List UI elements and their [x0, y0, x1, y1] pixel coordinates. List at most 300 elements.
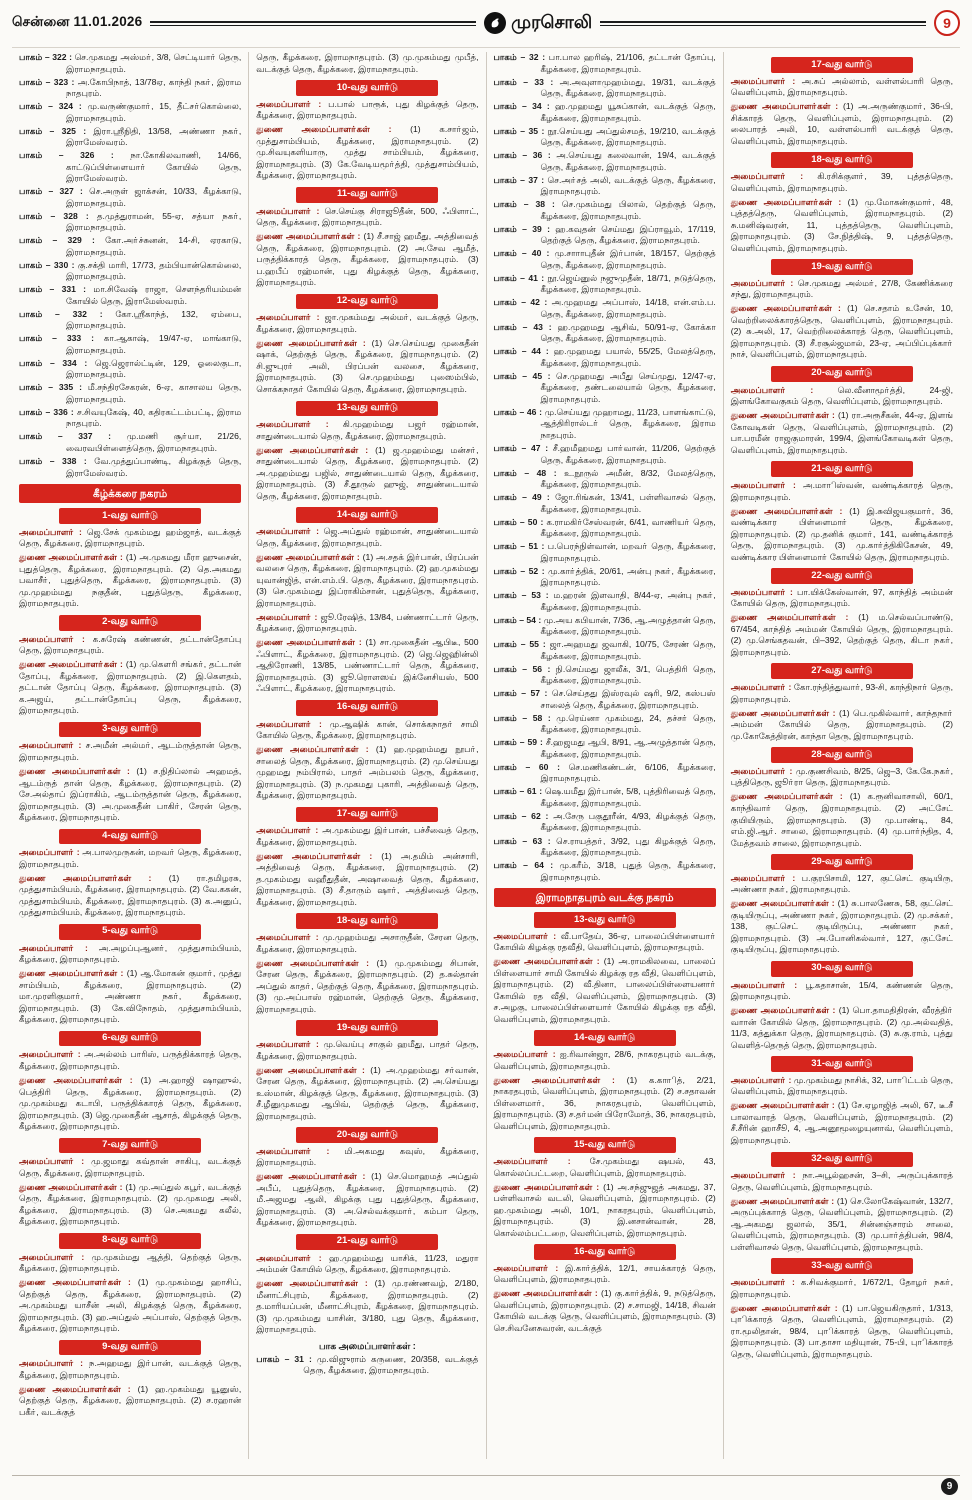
part-entry: பாகம் – 49 : ஜோ.ரிங்கன், 13/41, பள்ளிவாசல் தெரு, கீழக்கரை, இராமநாதபுரம்.	[493, 492, 716, 514]
organizer-para: அமைப்பாளா் : மு.குணசிவம், 8/25, ஜெ–3, கே.கே.நகா், புத்திதெரு, ஜூா்ரா தெரு, இராமநாதபுரம்.	[730, 765, 953, 788]
part-entry-label: பாகம் – 336 :	[19, 406, 77, 417]
ward-header: 27-வது வார்டு	[771, 663, 913, 679]
part-entry: பாகம் – 39 : ஹ.கவுதன் செய்மது இப்ராவூம், 17/119, தெற்குத் தெரு, கீழக்கரை, இராமநாதபுரம்.	[493, 223, 716, 246]
column-2	[249, 52, 486, 1459]
para-label: துணை அமைப்பாளா்கள் :	[256, 744, 376, 755]
para-label: அமைப்பாளா் :	[493, 1156, 590, 1167]
para-label: அமைப்பாளா் :	[493, 930, 561, 941]
ward-header: 15-வது வார்டு	[534, 1137, 676, 1153]
part-entry-label: பாகம் – 47 :	[493, 443, 553, 453]
deputy-organizers-para: துணை அமைப்பாளா்கள் : (1) ஜ.முஹம்மது மன்சா், சாதுண்டையால் தெரு, கீழக்கரை, இராமநாதபுரம். (2) அ.முஹம்மது பஜில், சாதுண்டையால் தெரு, கீழக்கரை, இராமநாதபுரம். (3) சீ.தூருல் ஹுஜ், சாதுண்டையால் தெரு, கீழக்கரை, இராமநாதபுரம்.	[256, 444, 479, 501]
organizer-para: அமைப்பாளா் : அ.அழப்புஆனா், முத்துசாம்பியம், கீழக்கரை, இராமநாதபுரம்.	[19, 942, 242, 965]
para-label: துணை அமைப்பாளா்கள் :	[19, 872, 169, 883]
para-label: அமைப்பாளா் :	[19, 942, 99, 953]
para-label: துணை அமைப்பாளா்கள் :	[256, 124, 411, 135]
part-entry-label: பாகம் – 327 :	[19, 186, 90, 197]
para-label: அமைப்பாளா் :	[256, 825, 323, 836]
part-entry-label: பாகம் – 332 :	[19, 308, 116, 319]
part-entry-label: பாகம் – 59 :	[493, 737, 546, 748]
para-label: துணை அமைப்பாளா்கள் :	[730, 791, 850, 802]
organizer-para: அமைப்பாளா் : மு.ஆஷிக் கான், சொக்கநாதா் சாமி கோயில் தெரு, கீழக்கரை, இராமநாதபுரம்.	[256, 718, 479, 741]
deputy-organizers-para: துணை அமைப்பாளா்கள் : (1) ரா.தமிழரசு, முத்துசாம்பியம், கீழக்கரை, இராமநாதபுரம். (2) வே.ககன், முத்துசாம்பியம், கீழக்கரை, இராமநாதபுரம். (3) க.அனுப், முத்துசாம்பியம், கீழக்கரை, இராமநாதபுரம்.	[19, 872, 242, 918]
part-entry: பாகம் – 54 : மு.அய கபியான், 7/36, ஆ.அழுத்தான் தெரு, கீழக்கரை, இராமநாதபுரம்.	[493, 614, 716, 637]
part-entry: பாகம் – 64 : மு.கரீம், 3/18, புதுத் தெரு, கீழக்கரை, இராமநாதபுரம்.	[493, 860, 716, 882]
part-entry-label: பாகம் – 57 :	[493, 688, 552, 699]
deputy-organizers-para: துணை அமைப்பாளா்கள் : (1) சா.முகைதீன் ஆபிடீ, 500 ஃபிளாட், கீழக்கரை, இராமநாதபுரம். (2) ஜெ.ஜெஹின்லி ஆதிரோணி, 13/85, பண்ணாட்டாா் தெரு, கீழக்கரை, இராமநாதபுரம். (3) ஜூ.ரொளஸய் இக்னேசியஸ், 500 ஃபிளாட், கீழக்கரை, இராமநாதபுரம்.	[256, 637, 479, 694]
para-label: அமைப்பாளா் :	[19, 1049, 85, 1060]
para-label: அமைப்பாளா் :	[730, 765, 796, 776]
para-label: அமைப்பாளா் :	[256, 419, 343, 430]
part-entry: பாகம் – 51 : ப.பெரந்நிள்வான், மறவா் தெரு, கீழக்கரை, இராமநாதபுரம்.	[493, 541, 716, 563]
organizer-para: அமைப்பாளா் : மு.முஹம்மது அசாருதீன், சேரன தெரு, கீழக்கரை, இராமநாதபுரம்.	[256, 932, 479, 954]
part-entry: பாகம் – 44 : ஹ.முஹமது பயால், 55/25, மேலத்தெரு, கீழக்கரை, இராமநாதபுரம்.	[493, 346, 716, 368]
para-label: துணை அமைப்பாளா்கள் :	[256, 1064, 371, 1075]
organizer-para: அமைப்பாளா் : பா.யிக்கேஸ்வான், 97, காந்தித் அம்மன் கோயில் தெரு, இராமநாதபுரம்.	[730, 586, 953, 609]
part-entry: பாகம் – 335 : மீ.சந்திரசேகரன், 6-ஏ, காசாலய தெரு, இராமநாதபுரம்.	[19, 382, 242, 404]
ward-header: 12-வது வார்டு	[296, 294, 438, 310]
ward-header: 14-வது வார்டு	[534, 1030, 676, 1046]
ward-header: 21-வது வார்டு	[296, 1234, 438, 1250]
para-label: துணை அமைப்பாளா்கள் :	[19, 766, 137, 777]
column-4	[724, 52, 960, 1459]
part-entry: பாகம் – 328 : த.முத்துராமன், 55-ஏ, சத்யா நகா், இராமநாதபுரம்.	[19, 210, 242, 233]
para-label: துணை அமைப்பாளா்கள் :	[256, 1171, 372, 1182]
deputy-organizers-para: துணை அமைப்பாளா்கள் : (1) இ.சுவிஜயகுமாா், 36, வண்டிக்கார பிள்ளைமாா் தெரு, கீழக்கரை, இராமநாதபுரம். (2) மு.தனிக் குமாா், 141, வண்டிக்காரத் தெரு, இராமநாதபுரம். (3) மு.காா்த்திகிகேசன், 49, வண்டிக்கார பிள்ளைமாா் கோயில் தெரு, இராமநாதபுரம்.	[730, 505, 953, 562]
continued-text: தெரு, கீழக்கரை, இராமநாதபுரம். (3) மு.முகம்மது முபீத், வடக்குத் தெரு, கீழக்கரை, இராமநாதபுரம்.	[256, 52, 479, 74]
ward-header: 28-வது வார்டு	[771, 747, 913, 763]
para-label: துணை அமைப்பாளா்கள் :	[256, 337, 372, 348]
organizer-para: அமைப்பாளா் : செ.முகமது அல்மா், 27/8, கேணிக்கரை சந்து, இராமநாதபுரம்.	[730, 277, 953, 300]
deputy-organizers-para: துணை அமைப்பாளா்கள் : (1) மு.முகம்மது சிபான், சேரன தெரு, கீழக்கரை, இராமநாதபுரம். (2) த.சுல்தான் அப்துல் காதா், தெற்குத் தெரு, கீழக்கரை, இராமநாதபுரம். (3) மு.அப்பாஸ் ரஹ்மான், தெற்குத் தெரு, கீழக்கரை, இராமநாதபுரம்.	[256, 957, 479, 1014]
para-label: அமைப்பாளா் :	[730, 75, 802, 86]
organizer-para: அமைப்பாளா் : சே.முகம்மது ஷயல், 43, கொல்லப்பட்டறை, வெளிப்புளம், இராமநாதபுரம்.	[493, 1156, 716, 1178]
part-entry: பாகம் – 58 : மு.ரெய்னா முகம்மது, 24, தச்சா் தெரு, கீழக்கரை, இராமநாதபுரம்.	[493, 712, 716, 735]
part-entry: பாகம் – 33 : அ.அவுளாமுஹம்மது, 19/31, வடக்குத் தெரு, கீழக்கரை, இராமநாதபுரம்.	[493, 76, 716, 99]
deputy-organizers-para: துணை அமைப்பாளா்கள் : (1) அ.சதக் இா்பான், பிரப்பன் வலசை தெரு, கீழக்கரை, இராமநாதபுரம். (2) ஹ.முகம்மது யுவான்ஜித், என்.எம்.பி. தெரு, கீழக்கரை, இராமநாதபுரம். (3) செ.முகம்மது இப்ராகிம்சான், புதுத்தெரு, கீழக்கரை, இராமநாதபுரம்.	[256, 551, 479, 608]
organizer-para: அமைப்பாளா் : ந.அஹமது இா்பான், வடக்குத் தெரு, கீழக்கரை, இராமநாதபுரம்.	[19, 1358, 242, 1380]
part-entry-label: பாகம் – 323 :	[19, 76, 78, 87]
ward-header: 17-வது வார்டு	[771, 57, 913, 73]
organizer-para: அமைப்பாளா் : செ.செய்கு சிராஜூதீன், 500, ஃபிளாட், தெரு, கீழக்கரை, இராமநாதபுரம்.	[256, 205, 479, 228]
part-entry-label: பாகம் – 53 :	[493, 590, 554, 601]
part-entry-label: பாகம் – 56 :	[493, 663, 556, 674]
part-entry: பாகம் – 55 : ஜா.அஹமது ஜவாகி, 10/75, சேரண் தெரு, கீழக்கரை, இராமநாதபுரம்.	[493, 639, 716, 661]
section-header: இராமநாதபுரம் வடக்கு நகரம்	[494, 888, 716, 907]
para-label: துணை அமைப்பாளா்கள் :	[730, 898, 838, 909]
organizer-para: அமைப்பாளா் : ஜா.முகம்மது அல்மா், வடக்குத் தெரு, கீழக்கரை, இராமநாதபுரம்.	[256, 312, 479, 334]
part-entry-label: பாகம் – 60 :	[493, 761, 569, 772]
part-entry: பாகம் – 52 : மு.காா்த்திக், 20/61, அன்பு நகா், கீழக்கரை, இராமநாதபுரம்.	[493, 565, 716, 588]
para-label: அமைப்பாளா் :	[730, 277, 798, 288]
part-entry-label: பாகம் – 58 :	[493, 712, 557, 723]
para-label: துணை அமைப்பாளா்கள் :	[730, 707, 840, 718]
para-label: அமைப்பாளா் :	[730, 872, 802, 883]
section-header: கீழ்க்கரை நகரம்	[19, 484, 241, 503]
deputy-organizers-para: துணை அமைப்பாளா்கள் : (1) ஹ.முகம்மது யூனுஸ், தெற்குத் தெரு, கீழக்கரை, இராமநாதபுரம். (2) ச.ரஹான் பகீா், வடக்குத்	[19, 1383, 242, 1417]
organizer-para: அமைப்பாளா் : ஐ.ரிவான்ஜா, 28/6, நாகரதபுரம் வடக்கு, வெளிப்புளம், இராமநாதபுரம்.	[493, 1049, 716, 1071]
para-label: துணை அமைப்பாளா்கள் :	[730, 1100, 838, 1111]
part-entry-label: பாகம் – 49 :	[493, 492, 556, 503]
organizer-para: அமைப்பாளா் : ப.குரபிசாமி, 127, குட்செட் குடியிரு, அண்ணா நகா், இராமநாதபுரம்.	[730, 872, 953, 895]
para-label: அமைப்பாளா் :	[256, 526, 324, 537]
masthead	[484, 12, 592, 35]
para-label: துணை அமைப்பாளா்கள் :	[256, 957, 377, 968]
para-label: அமைப்பாளா் :	[493, 1049, 560, 1060]
column-3	[487, 52, 724, 1459]
para-label: துணை அமைப்பாளா்கள் :	[730, 410, 838, 421]
part-entry-label: பாகம் – 31 :	[256, 1353, 317, 1364]
part-entry: பாகம் – 40 : மு.சாாாபுதீன் இா்பான், 18/157, தெற்குத் தெரு, கீழக்கரை, இராமநாதபுரம்.	[493, 248, 716, 270]
deputy-organizers-para: துணை அமைப்பாளா்கள் : (1) அ.தமிம் அன்சாரி, அத்திவைத் தெரு, கீழக்கரை, இராமநாதபுரம். (2) த.முகம்மது வஹீதுதீன், அஷாவைத் தெரு, கீழக்கரை, இராமநாதபுரம். (3) சீ.தாரும் ஷாா், அத்திவைத் தெரு, கீழக்கரை, இராமநாதபுரம்.	[256, 850, 479, 907]
part-entry-label: பாகம் – 51 :	[493, 541, 548, 552]
part-entry: பாகம் – 41 : நூ.ஜெய்னுல் நஜுமுதீன், 18/71, நடுத்தெரு, கீழக்கரை, இராமநாதபுரம்.	[493, 272, 716, 295]
part-entry-label: பாகம் – 335 :	[19, 382, 88, 393]
para-label: துணை அமைப்பாளா்கள் :	[19, 968, 127, 979]
footer-rule	[12, 1475, 960, 1476]
organizer-para: அமைப்பாளா் : க.சிவக்குமாா், 1/672/1, தோழா் நகா், இராமநாதபுரம்.	[730, 1277, 954, 1299]
part-entry: பாகம் – 42 : அ.முஹமது அப்பாஸ், 14/18, என்.எம்.ப. தெரு, கீழக்கரை, இராமநாதபுரம்.	[493, 297, 716, 319]
part-entry: பாகம் – 62 : அ.சேரு பகுதூரீன், 4/93, கிழக்குத் தெரு, கீழக்கரை, இராமநாதபுரம்.	[493, 810, 716, 833]
deputy-organizers-para: துணை அமைப்பாளா்கள் : (1) மு.முகம்மது ஹாசிப், தெற்குத் தெரு, கீழக்கரை, இராமநாதபுரம். (2) அ.முகம்மது யாசீன் அலி, கிழக்குத் தெரு, கீழக்கரை, இராமநாதபுரம். (3) ஹ.அப்துல் அப்பாஸ், தெற்குத் தெரு, கீழக்கரை, இராமநாதபுரம்.	[19, 1277, 242, 1334]
deputy-organizers-para: துணை அமைப்பாளா்கள் : (1) ரா.அரூசீகன், 44-ஏ, இளங் கோவடிகள் தெரு, வெளிப்புளம், இராமநாதபுரம். (2) பா.பரமீன் ராஜகுமாரன், 199/4, இளங்கோவடிகள் தெரு, வெளிப்புளம், இராமநாதபுரம்.	[730, 410, 953, 455]
ward-header: 3-வது வார்டு	[59, 722, 201, 738]
deputy-organizers-para: துணை அமைப்பாளா்கள் : (1) செ.மொஹமத் அப்துல் அபீப், புதுத்தெரு, கீழக்கரை, இராமநாதபுரம். (2) மீ.அஜமது ஆலி, கிழக்கு புது புதுத்தெரு, கீழக்கரை, இராமநாதபுரம். (3) அ.செல்வக்குமாா், கம்பா தெரு, கீழக்கரை, இராமநாதபுரம்.	[256, 1171, 479, 1228]
organizer-para: அமைப்பாளா் : வீ.பாதேய், 36-ஏ, பாலைப்பிள்ளையாா் கோயில் கிழக்கு ரதவீதி, வெளிப்புளம், இராமநாதபுரம்.	[493, 930, 716, 953]
part-entry-label: பாகம் – 42 :	[493, 297, 552, 308]
ward-header: 2-வது வார்டு	[59, 615, 201, 631]
part-entry: பாகம் – 334 : ஜெ.ஜெரால்ட்டின், 129, ஓலைகுடா, இராமநாதபுரம்.	[19, 357, 242, 380]
para-label: துணை அமைப்பாளா்கள் :	[19, 1181, 126, 1192]
part-entry-label: பாகம் – 48 :	[493, 467, 565, 478]
part-entry: பாகம் – 329 : கோ.அா்ச்சுனன், 14-சி, ஏரகாடு, இராமநாதபுரம்.	[19, 235, 242, 257]
para-label: துணை அமைப்பாளா்கள் :	[730, 1195, 837, 1206]
part-entry-label: பாகம் – 40 :	[493, 248, 555, 259]
organizer-para: அமைப்பாளா் : அ.சுப் அல்லாம், வள்ளல்பாரி தெரு, வெளிப்புளம், இராமநாதபுரம்.	[730, 75, 953, 98]
part-entry-label: பாகம் – 45 :	[493, 370, 556, 381]
deputy-organizers-para: துணை அமைப்பாளா்கள் : (1) பா.ஜெயகிருதாா், 1/313, புாிக்காரத் தெரு, வெளிப்புளம், இராமநாதபுரம். (2) ரா.மூலிதான், 98/4, புாிக்காரத் தெரு, வெளிப்புளம், இராமநாதபுரம். (3) பா.தாசா மதியுான், 75-பி, புாிக்காரத் தெரு, வெளிப்புளம், இராமநாதபுரம்.	[730, 1302, 953, 1359]
part-entry-label: பாகம் – 34 :	[493, 101, 556, 112]
ward-header: 33-வது வார்டு	[771, 1258, 913, 1274]
part-entry-label: பாகம் – 38 :	[493, 199, 562, 210]
rooster-logo-icon	[484, 12, 506, 34]
para-label: துணை அமைப்பாளா்கள் :	[19, 1074, 141, 1085]
organizer-para: அமைப்பாளா் : லெ.வீனாமூா்த்தி, 24-ஜி, இளங்கோவகுகம் தெரு, வெளிப்புளம், இராமநாதபுரம்.	[730, 384, 953, 407]
ward-header: 20-வது வார்டு	[771, 366, 913, 382]
part-entry: பாகம் – 338 : வே.முத்துப்பாண்டி, கிழக்குத் தெரு, இராமேஸ்வரம்.	[19, 456, 242, 478]
part-entry-label: பாகம் – 326 :	[19, 150, 131, 161]
para-label: அமைப்பாளா் :	[256, 1038, 324, 1049]
para-label: அமைப்பாளா் :	[730, 1074, 794, 1085]
para-label: அமைப்பாளா் :	[19, 847, 83, 858]
page-header	[12, 6, 960, 40]
organizer-para: அமைப்பாளா் : கி.முஹம்மது பஜா் ரஹ்மான், சாதுண்டையால் தெரு, கீழக்கரை, இராமநாதபுரம்.	[256, 419, 479, 441]
part-entry-label: பாகம் – 334 :	[19, 357, 95, 368]
deputy-organizers-para: துணை அமைப்பாளா்கள் : (1) மு.கௌரி சங்கா், தட்டான் தோப்பு, கீழக்கரை, இராமநாதபுரம். (2) இ.கௌதம், தட்டான் தோப்பு தெரு, கீழக்கரை, இராமநாதபுரம். (3) க.அஜய், தட்டான்தோப்பு தெரு, கீழக்கரை, இராமநாதபுரம்.	[19, 659, 242, 716]
part-entry: பாகம் – 322 : செ.முகமது அஸ்மா், 3/8, செட்டியாா் தெரு, இராமநாதபுரம்.	[19, 52, 242, 74]
para-label: துணை அமைப்பாளா்கள் :	[730, 196, 848, 207]
part-entry-label: பாகம் – 54 :	[493, 614, 544, 625]
organizer-para: அமைப்பாளா் : அ.மாாிஸ்வன், வண்டிக்காரத் தெரு, இராமநாதபுரம்.	[730, 480, 954, 502]
part-entry: பாகம் – 32 : பா.பால ஹரிஷ், 21/106, தட்டான் தோப்பு, கீழக்கரை, இராமநாதபுரம்.	[493, 52, 716, 74]
para-label: துணை அமைப்பாளா்கள் :	[19, 1277, 138, 1288]
part-entry: பாகம் – 56 : நி.செய்மது ஜாலீக், 3/1, பெத்திரி தெரு, கீழக்கரை, இராமநாதபுரம்.	[493, 663, 716, 686]
part-entry-label: பாகம் – 36 :	[493, 150, 557, 161]
deputy-organizers-para: துணை அமைப்பாளா்கள் : (1) மு.ரண்ணவழ், 2/180, மீனாட்சிபுரம், கீழக்கரை, இராமநாதபுரம். (2) த.மாரியப்பன், மீனாட்சிபுரம், கீழக்கரை, இராமநாதபுரம். (3) மு.முகம்மது யாசின், 3/180, புது தெரு, கீழக்கரை, இராமநாதபுரம்.	[256, 1278, 479, 1335]
city-date: சென்னை 11.01.2026	[12, 14, 143, 29]
ward-header: 14-வது வார்டு	[296, 507, 438, 523]
part-entry-label: பாகம் – 63 :	[493, 835, 557, 846]
part-entry-label: பாகம் – 46 :	[493, 406, 545, 417]
part-entry-label: பாகம் – 43 :	[493, 321, 558, 332]
page-number-bottom: 9	[941, 1478, 958, 1495]
ward-header: 1-வது வார்டு	[59, 508, 201, 524]
ward-header: 13-வது வார்டு	[296, 401, 438, 417]
ward-header: 18-வது வார்டு	[771, 152, 913, 168]
deputy-organizers-para: துணை அமைப்பாளா்கள் : (1) அ.அருண்குமாா், 36-பி, சிக்காரத் தெரு, வெளிப்புளம், இராமநாதபுரம். (2) லைபாரத் அலி, 10, வள்ளல்பாரி வடக்குத் தெரு, வெளிப்புளம், இராமநாதபுரம்.	[730, 101, 954, 146]
ward-header: 10-வது வார்டு	[296, 80, 438, 96]
part-entry: பாகம் – 63 : செ.ராயத்தா், 3/92, புது கிழக்குத் தெரு, கீழக்கரை, இராமநாதபுரம்.	[493, 835, 716, 858]
para-label: துணை அமைப்பாளா்கள் :	[730, 1005, 839, 1016]
part-entry: பாகம் – 325 : இரா.ஸ்ரீநிதி, 13/58, அண்ணா நகா், இராமேஸ்வரம்.	[19, 125, 242, 148]
column-1	[12, 52, 249, 1459]
deputy-organizers-para: துணை அமைப்பாளா்கள் : (1) சீ.சாஜ் ஹமீது, அத்திவைத் தெரு, கீழக்கரை, இராமநாதபுரம். (2) அ.சேவ ஆமீத், பருத்திக்காரத் தெரு, கீழக்கரை, இராமநாதபுரம். (3) ப.ஹபீப் ரஹ்மான், புது கிழக்குத் தெரு, கீழக்கரை, இராமநாதபுரம்.	[256, 231, 479, 288]
deputy-organizers-para: துணை அமைப்பாளா்கள் : (1) க.ரூனிவாசாலி, 60/1, காந்திவாா் தெரு, இராமநாதபுரம். (2) அட்சேட் குயியிரும், இராமநாதபுரம். (3) மு.பாண்டி, 84, எம்.ஜி.ஆா். சாலை, இராமநாதபுரம். (4) மு.பாா்ந்தித, 4, மேத்தவம் சாலை, இராமநாதபுரம்.	[730, 791, 954, 848]
part-entry-label: பாகம் – 330 :	[19, 259, 78, 270]
part-entry: பாகம் – 327 : செ.அருள் ஜாக்சன், 10/33, கீழக்காடு, இராமநாதபுரம்.	[19, 186, 242, 208]
para-label: துணை அமைப்பாளா்கள் :	[256, 850, 382, 861]
subheading: பாக அமைப்பாளா்கள் :	[318, 1340, 416, 1351]
part-entry-label: பாகம் – 331 :	[19, 284, 94, 295]
deputy-organizers-para: துணை அமைப்பாளா்கள் : (1) ம.செல்வப்பாண்டு, 67/454, காந்தித் அம்மன் கோயில் தெரு, இராமநாதபுரம். (2) மு.செங்கதவன், பி–392, தெற்குத் தெரு, கிடா நகா், இராமநாதபுரம்.	[730, 612, 953, 657]
part-entry: பாகம் – 61 : ஷெ.யமீது இா்பான், 5/8, புத்திரிவைத் தெரு, கீழக்கரை, இராமநாதபுரம்.	[493, 786, 716, 808]
part-entry: பாகம் – 326 : நா.கோகிலவாணி, 14/66, காட்டுப்பிள்ளையாா் கோயில் தெரு, இராமேஸ்வரம்.	[19, 150, 242, 184]
part-entry-label: பாகம் – 44 :	[493, 346, 554, 357]
part-entry-label: பாகம் – 55 :	[493, 639, 550, 650]
organizer-para: அமைப்பாளா் : மு.வெய்பு சாகுல் ஹமீது, பாதா் தெரு, கீழக்கரை, இராமநாதபுரம்.	[256, 1038, 479, 1061]
para-label: துணை அமைப்பாளா்கள் :	[256, 231, 364, 242]
para-label: அமைப்பாளா் :	[730, 1277, 801, 1288]
para-label: துணை அமைப்பாளா்கள் :	[730, 612, 859, 623]
para-label: துணை அமைப்பாளா்கள் :	[730, 101, 843, 112]
organizer-para: அமைப்பாளா் : ச.அமீன் அல்மா், ஆடம்ருத்தான் தெரு, இராமநாதபுரம்.	[19, 740, 242, 762]
para-label: அமைப்பாளா் :	[730, 1170, 803, 1181]
para-label: அமைப்பாளா் :	[19, 1358, 90, 1369]
part-entry: பாகம் – 31 : மு.விஜுராம் கருணை, 20/358, வடக்குத் தெரு, கீழக்கரை, இராமநாதபுரம்.	[256, 1353, 479, 1376]
para-label: துணை அமைப்பாளா்கள் :	[256, 1278, 375, 1289]
ward-header: 4-வது வார்டு	[59, 829, 201, 845]
part-entry: பாகம் – 333 : கா.ஆகாஷ், 19/47-ஏ, மாங்காடு, இராமநாதபுரம்.	[19, 333, 242, 355]
ward-header: 30-வது வார்டு	[771, 961, 913, 977]
para-label: அமைப்பாளா் :	[19, 1156, 92, 1167]
part-entry: பாகம் – 332 : கோ.ஸ்ரீகாந்த், 132, ஏம்பை, இராமநாதபுரம்.	[19, 308, 242, 331]
organizer-para: அமைப்பாளா் : அ.பாலமுருகன், மறவா் தெரு, கீழக்கரை, இராமநாதபுரம்.	[19, 847, 242, 869]
organizer-para: அமைப்பாளா் : அ.முகம்மது இா்பான், பச்சீவைத் தெரு, கீழக்கரை, இராமநாதபுரம்.	[256, 825, 479, 847]
organizer-para: அமைப்பாளா் : நா.அபூல்ஹசன், 3–சி, அருப்புக்காரத் தெரு, வெளிப்புளம், இராமநாதபுரம்.	[730, 1170, 954, 1192]
organizer-para: அமைப்பாளா் : மு.முகம்மது ஆத்தி, தெற்குத் தெரு, கீழக்கரை, இராமநாதபுரம்.	[19, 1251, 242, 1274]
organizer-para: அமைப்பாளா் : க.சுரேஷ் கண்ணன், தட்டான்தோப்பு தெரு, இராமநாதபுரம்.	[19, 633, 242, 656]
organizer-para: அமைப்பாளா் : பூ.கதாசான், 15/4, கண்ணன் தெரு, இராமநாதபுரம்.	[730, 979, 953, 1002]
para-label: துணை அமைப்பாளா்கள் :	[730, 303, 848, 314]
part-entry: பாகம் – 35 : நூ.செய்யது அப்துல்சமத், 19/210, வடக்குத் தெரு, கீழக்கரை, இராமநாதபுரம்.	[493, 125, 716, 148]
ward-header: 16-வது வார்டு	[534, 1244, 676, 1260]
deputy-organizers-para: துணை அமைப்பாளா்கள் : (1) அ.சந்ஜுஜத் அகமது, 37, பள்ளிவாசல் வடலி, வெளிப்புளம், இராமநாதபுரம். (2) ஹ.முகம்மது அலி, 10/1, நாகரதபுரம், வெளிப்புளம், இராமநாதபுரம். (3) இ.னசான்வான், 28, கொல்லம்பட்டறை, வெளிப்புளம், இராமநாதபுரம்.	[493, 1181, 716, 1238]
part-entry: பாகம் – 331 : மா.சிவேஷ் ராஜா, சௌந்தரியம்மன் கோயில் தெரு, இராமேஸ்வரம்.	[19, 284, 242, 306]
part-entry-label: பாகம் – 324 :	[19, 101, 88, 112]
ward-header: 7-வது வார்டு	[59, 1138, 201, 1154]
deputy-organizers-para: துணை அமைப்பாளா்கள் : (1) பெ.முகில்வாா், காந்தநாா் அம்மன் கோயில் தெரு, இராமநாதபுரம். (2) மு.கோகேத்திரன், காந்தா தெரு, இராமநாதபுரம்.	[730, 707, 954, 741]
deputy-organizers-para: துணை அமைப்பாளா்கள் : (1) கு.காா்த்திக், 9, நடுத்தெரு, வெளிப்புளம், இராமநாதபுரம். (2) ச.சாமஜி, 14/18, சிவன் கோயில் வடக்கு தெரு, வெளிப்புளம், இராமநாதபுரம். (3) செ.சிவனேசுவரன், வடக்குத்	[493, 1288, 716, 1333]
header-rule-right	[600, 21, 926, 26]
ward-header: 22-வது வார்டு	[771, 568, 913, 584]
organizer-para: அமைப்பாளா் : கி.ரசிக்குளா், 39, புத்தத்தெரு, வெளிப்புளம், இராமநாதபுரம்.	[730, 171, 953, 193]
part-entry-label: பாகம் – 337 :	[19, 431, 127, 442]
part-entry-label: பாகம் – 39 :	[493, 223, 556, 234]
para-label: அமைப்பாளா் :	[256, 205, 325, 216]
part-entry-label: பாகம் – 61 :	[493, 786, 545, 797]
deputy-organizers-para: துணை அமைப்பாளா்கள் : (1) சே.ஏழாஜித் அலி, 67, டீ.சீ பாலாவாரத் தெரு, வெளிப்புளம், இராமநாதபுரம். (2) சீ.சீரின் ஹாசீூ, 4, ஆ.அனூமூழையுனாவ், வெளிப்புளம், இராமநாதபுரம்.	[730, 1100, 953, 1145]
ward-header: 9-வது வார்டு	[59, 1340, 201, 1356]
part-entry-label: பாகம் – 329 :	[19, 235, 106, 246]
ward-header: 8-வது வார்டு	[59, 1233, 201, 1249]
part-entry: பாகம் – 53 : ம.ஹரன் இளவாதி, 8/44-ஏ, அன்பு நகா், கீழக்கரை, இராமநாதபுரம்.	[493, 590, 716, 612]
ward-header: 18-வது வார்டு	[296, 913, 438, 929]
article-columns	[12, 47, 960, 1459]
deputy-organizers-para: துணை அமைப்பாளா்கள் : (1) செ.லோகேஷ்வான், 132/7, அருப்புக்காாத் தெரு, வெளிப்புளம், இராமநாதபுரம். (2) ஆ.அகமது ஜலால், 35/1, சின்னஞ்சாரம் சாலை, வெளிப்புளம், இராமநாதபுரம். (3) மு.பாா்த்திபன், 98/4, பள்ளிவாசல் தெரு, வெளிப்புளம், இராமநாதபுரம்.	[730, 1195, 953, 1252]
para-label: அமைப்பாளா் :	[19, 633, 93, 644]
organizer-para: அமைப்பாளா் : அ.அல்லம் பாரிஸ், பருத்திக்காரத் தெரு, கீழக்கரை, இராமநாதபுரம்.	[19, 1049, 242, 1071]
para-label: துணை அமைப்பாளா்கள் :	[493, 1288, 601, 1299]
part-entry: பாகம் – 337 : மு.மணி சூா்யா, 21/26, வைரவபிள்ளைத்தெரு, இராமநாதபுரம்.	[19, 431, 242, 453]
deputy-organizers-para: துணை அமைப்பாளா்கள் : (1) ஆ.மோகன் குமாா், முத்து சாம்பியம், கீழக்கரை, இராமநாதபுரம். (2) மா.முரளிகுமாா், அண்ணா நகா், கீழக்கரை, இராமநாதபுரம். (3) கே.விநோதம், முத்துசாம்பியம், கீழக்கரை, இராமநாதபுரம்.	[19, 968, 242, 1025]
part-entry-label: பாகம் – 32 :	[493, 52, 549, 62]
ward-header: 19-வது வார்டு	[296, 1020, 438, 1036]
para-label: அமைப்பாளா் :	[730, 480, 804, 490]
organizer-para: அமைப்பாளா் : ப.பால் பாரூக், புது கிழக்குத் தெரு, கீழக்கரை, இராமநாதபுரம்.	[256, 98, 479, 121]
part-entry: பாகம் – 47 : சீ.ஹமீஹமது பாா்வான், 11/206, தெற்குத் தெரு, கீழக்கரை, இராமநாதபுரம்.	[493, 443, 716, 465]
para-label: துணை அமைப்பாளா்கள் :	[730, 1302, 843, 1313]
para-label: துணை அமைப்பாளா்கள் :	[256, 444, 376, 455]
part-entry-label: பாகம் – 338 :	[19, 456, 95, 467]
organizer-para: அமைப்பாளா் : மு.ஜமாது கவ்தான் சாகிபு, வடக்குத் தெரு, கீழக்கரை, இராமநாதபுரம்.	[19, 1156, 242, 1178]
ward-header: 11-வது வார்டு	[296, 187, 438, 203]
deputy-organizers-para: துணை அமைப்பாளா்கள் : (1) அ.முஹம்மது சா்வான், சேரன தெரு, கீழக்கரை, இராமநாதபுரம். (2) அ.செய்யது உஸ்மான், கிழக்குத் தெரு, கீழக்கரை, இராமநாதபுரம். (3) சீ.ழீனுமுகமது ஆபிவ், தெற்குத் தெரு, கீழக்கரை, இராமநாதபுரம்.	[256, 1064, 479, 1121]
para-label: துணை அமைப்பாளா்கள் :	[256, 551, 363, 562]
deputy-organizers-para: துணை அமைப்பாளா்கள் : (1) க.சாா்ஜம், முத்துசாம்பியம், கீழக்கரை, இராமநாதபுரம். (2) மு.சிவயுகளியாரு, முத்து சாம்பியம், கீழக்கரை, இராமநாதபுரம். (3) கே.வேடியமூா்த்தி, முத்துசாம்பியம், கீழக்கரை, இராமநாதபுரம்.	[256, 124, 479, 181]
part-entry-label: பாகம் – 64 :	[493, 860, 560, 871]
part-entry: பாகம் – 323 : அ.கோபிநாத், 13/78ஏ, காந்தி நகா், இராம நாதபுரம்.	[19, 76, 242, 99]
para-label: அமைப்பாளா் :	[730, 682, 794, 693]
part-entry-label: பாகம் – 41 :	[493, 272, 548, 283]
para-label: அமைப்பாளா் :	[256, 932, 323, 943]
part-entry: பாகம் – 38 : செ.முகம்மது பிலால், தெற்குத் தெரு, கீழக்கரை, இராமநாதபுரம்.	[493, 199, 716, 221]
part-entry-label: பாகம் – 50 :	[493, 516, 547, 527]
part-entry: பாகம் – 36 : அ.செய்யது கலைவான், 19/4, வடக்குத் தெரு, கீழக்கரை, இராமநாதபுரம்.	[493, 150, 716, 172]
deputy-organizers-para: துணை அமைப்பாளா்கள் : (1) மு.மோகன்குமாா், 48, புத்தத்தெரு, வெளிப்புளம், இராமநாதபுரம். (2) சு.மனிஷ்வரன், 11, புத்தத்தெரு, வெளிப்புளம், இராமநாதபுரம். (3) சே.நித்திஷ், 9, புத்தத்தெரு, வெளிப்புளம், இராமநாதபுரம்.	[730, 196, 953, 253]
para-label: துணை அமைப்பாளா்கள் :	[19, 552, 126, 563]
part-entry-label: பாகம் – 325 :	[19, 125, 94, 136]
part-entry-label: பாகம் – 322 :	[19, 52, 75, 62]
part-entry-label: பாகம் – 35 :	[493, 125, 548, 136]
organizer-para: அமைப்பாளா் : ஹ.முஹம்மது யாசிக், 11/23, மதுரா அம்மன் கோயில் தெரு, கீழக்கரை, இராமநாதபுரம்.	[256, 1252, 479, 1275]
part-entry: பாகம் – 46 : மு.செய்யது முஹாமது, 11/23, பாளங்காட்டு, ஆத்திரிரால்டா் தெரு, கீழக்கரை, இராம நாதபுரம்.	[493, 406, 716, 440]
part-entry-label: பாகம் – 333 :	[19, 333, 104, 344]
para-label: துணை அமைப்பாளா்கள் :	[493, 956, 604, 967]
para-label: அமைப்பாளா் :	[256, 1145, 345, 1156]
part-entry: பாகம் – 37 : செ.அா்சத் அலி, வடக்குத் தெரு, கீழக்கரை, இராமநாதபுரம்.	[493, 174, 716, 197]
deputy-organizers-para: துணை அமைப்பாளா்கள் : (1) அ.முகமது மீரா ஹுசைன், புதுத்தெரு, கீழக்கரை, இராமநாதபுரம். (2) தெ.அகமது பவாசீா், புதுத்தெரு, கீழக்கரை, இராமநாதபுரம். (3) மு.முஹம்மது நகுதீன், புதுத்தெரு, கீழக்கரை, இராமநாதபுரம்.	[19, 552, 242, 609]
para-label: அமைப்பாளா் :	[19, 1251, 92, 1262]
para-label: துணை அமைப்பாளா்கள் :	[493, 1074, 627, 1085]
para-label: அமைப்பாளா் :	[730, 384, 838, 395]
part-entry: பாகம் – 45 : செ.முஹமது அபீது செய்முது, 12/47-ஏ, கீழக்கரை, தண்டலையால் தெரு, கீழக்கரை, இராமநாதபுரம்.	[493, 370, 716, 404]
part-entry: பாகம் – 336 : ச.சிவயுகேஷ், 40, கதிரகட்டம்பட்டி, இராம நாதபுரம்.	[19, 406, 242, 429]
para-label: துணை அமைப்பாளா்கள் :	[19, 659, 126, 670]
ward-header: 19-வது வார்டு	[771, 259, 913, 275]
deputy-organizers-para: துணை அமைப்பாளா்கள் : (1) செ.செய்யது முகைதீன் ஷாக், தெற்குத் தெரு, கீழக்கரை, இராமநாதபுரம். (2) சி.ஜுபுரா் அலி, பிரப்பன் வலசை, கீழக்கரை, இராமநாதபுரம். (3) செ.முஹம்மது புஸைம்பில், சொக்கநாதா் கோயில் தெரு, கீழக்கரை, இராமநாதபுரம்.	[256, 337, 479, 394]
deputy-organizers-para: துணை அமைப்பாளா்கள் : (1) பொ.தாமதிதிரன், வீரத்திா் வாான் கோயில் தெரு, இராமநாதபுரம். (2) மு.அல்வதித், 11/3, கத்துக்கா தெரு, இராமநாதபுரம். (3) சு.கு.ராம், புத்து வெளித்-தெருத் தெரு, இராமநாதபுரம்.	[730, 1005, 954, 1050]
ward-header: 17-வது வார்டு	[296, 807, 438, 823]
part-entry-label: பாகம் – 328 :	[19, 210, 97, 221]
para-label: அமைப்பாளா் :	[256, 1252, 330, 1263]
para-label: அமைப்பாளா் :	[256, 312, 325, 323]
ward-header: 20-வது வார்டு	[296, 1127, 438, 1143]
part-entry-label: பாகம் – 37 :	[493, 174, 548, 185]
ward-header: 32-வது வார்டு	[771, 1152, 913, 1168]
para-label: துணை அமைப்பாளா்கள் :	[256, 637, 366, 648]
part-entry: பாகம் – 57 : செ.செய்தது இஸ்ரவுல் ஷரி, 9/2, கஸ்பஸ் சாலைத் தெரு, கீழக்கரை, இராமநாதபுரம்.	[493, 688, 716, 710]
para-label: அமைப்பாளா் :	[19, 740, 86, 751]
para-label: அமைப்பாளா் :	[493, 1262, 565, 1273]
deputy-organizers-para: துணை அமைப்பாளா்கள் : (1) சு.பாலணேசு, 58, குட்செட் குடியிருப்பு, அண்ணா நகா், இராமநாதபுரம். (2) மு.சக்கா், 138, குட்செட் குடியிருப்பு, அண்ணா நகா், இராமநாதபுரம். (3) அ.போனிகல்வாா், 127, குட்சேட் குடியிருப்பு, இராமநாதபுரம்.	[730, 898, 953, 955]
header-rule-left	[150, 21, 476, 26]
para-label: துணை அமைப்பாளா்கள் :	[19, 1383, 138, 1394]
ward-header: 16-வது வார்டு	[296, 700, 438, 716]
ward-header: 31-வது வார்டு	[771, 1056, 913, 1072]
para-label: அமைப்பாளா் :	[256, 718, 330, 729]
ward-header: 6-வது வார்டு	[59, 1031, 201, 1047]
organizer-para: அமைப்பாளா் : கோ.ரந்தித்துவாா், 93-சி, காந்திநாா் தெரு, இராமநாதபுரம்.	[730, 682, 953, 704]
para-label: அமைப்பாளா் :	[730, 586, 798, 597]
para-label: அமைப்பாளா் :	[730, 979, 806, 990]
masthead-title: முரசொலி	[511, 11, 593, 32]
ward-header: 13-வது வார்டு	[534, 912, 676, 928]
para-label: அமைப்பாளா் :	[19, 526, 87, 537]
para-label: அமைப்பாளா் :	[730, 171, 818, 182]
para-label: அமைப்பாளா் :	[256, 611, 321, 622]
organizer-para: அமைப்பாளா் : மு.முகம்மது நாசிக், 32, பாாிட்டம் தெரு, வெளிப்புளம், இராமநாதபுரம்.	[730, 1074, 953, 1097]
organizer-para: அமைப்பாளா் : இ.காா்த்திக், 12/1, சாயக்காரத் தெரு, வெளிப்புளம், இராமநாதபுரம்.	[493, 1262, 716, 1285]
part-entry: பாகம் – 59 : சீ.ஹஜமது ஆபி, 8/91, ஆ.அழுத்தான் தெரு, கீழக்கரை, இராமநாதபுரம்.	[493, 737, 716, 759]
ward-header: 5-வது வார்டு	[59, 924, 201, 940]
part-entry: பாகம் – 34 : ஹ.முஹமது யூசுப்கான், வடக்குத் தெரு, கீழக்கரை, இராமநாதபுரம்.	[493, 101, 716, 123]
organizer-para: அமைப்பாளா் : ஜெ.அப்துல் ரஹ்மான், சாதுண்டையால் தெரு, கீழக்கரை, இராமநாதபுரம்.	[256, 526, 479, 548]
part-entry-label: பாகம் – 52 :	[493, 565, 549, 576]
part-entry-label: பாகம் – 33 :	[493, 76, 560, 87]
part-entry: பாகம் – 50 : க.ராமகிா்சேஸ்வரன், 6/41, வாணியா் தெரு, கீழக்கரை, இராமநாதபுரம்.	[493, 516, 716, 539]
part-entry: பாகம் – 48 : உ.நூருல் அமீன், 8/32, மேலத்தெரு, கீழக்கரை, இராமநாதபுரம்.	[493, 467, 716, 490]
para-label: அமைப்பாளா் :	[256, 98, 329, 109]
para-label: துணை அமைப்பாளா்கள் :	[493, 1181, 604, 1192]
organizer-para: அமைப்பாளா் : ஜூ.ரேஷித், 13/84, பண்ணாட்டாா் தெரு, கீழக்கரை, இராமநாதபுரம்.	[256, 611, 479, 634]
deputy-organizers-para: துணை அமைப்பாளா்கள் : (1) அ.ஹாஜி ஷாஹுல், பெத்திரி தெரு, கீழக்கரை, இராமநாதபுரம். (2) மு.முகம்மது கடாபி, பருத்திக்காரத் தெரு, கீழக்கரை, இராமநாதபுரம். (3) ஜெ.முகைதீன் ஆசாத், கிழக்குத் தெரு, கீழக்கரை, இராமநாதபுரம்.	[19, 1074, 242, 1132]
deputy-organizers-para: துணை அமைப்பாளா்கள் : (1) அ.ராமகிலவை, பாலைப் பிள்ளையாா் சாமி கோயில் கிழக்கு ரத வீதி, வெளிப்புளம், இராமநாதபுரம். (2) வீ.தினா, பாலைப்பிள்ளையனாா் கோயில் ரத வீதி, வெளிப்புளம், இராமநாதபுரம். (3) ச.அழகு, பாலைப்பிள்ளையாா் கோயில் கிழக்கு ரத வீதி, வெளிப்புளம், இராமநாதபுரம்.	[493, 956, 716, 1024]
part-entry-label: பாகம் – 62 :	[493, 810, 554, 821]
organizer-para: அமைப்பாளா் : மி.அகமது கவுஸ், கீழக்கரை, இராமநாதபுரம்.	[256, 1145, 479, 1168]
page-number-badge: 9	[934, 10, 960, 36]
part-entry: பாகம் – 60 : செ.மணிகண்டன், 6/106, கீழக்கரை, இராமநாதபுரம்.	[493, 761, 716, 784]
ward-header: 21-வது வார்டு	[771, 461, 913, 477]
ward-header: 29-வது வார்டு	[771, 854, 913, 870]
